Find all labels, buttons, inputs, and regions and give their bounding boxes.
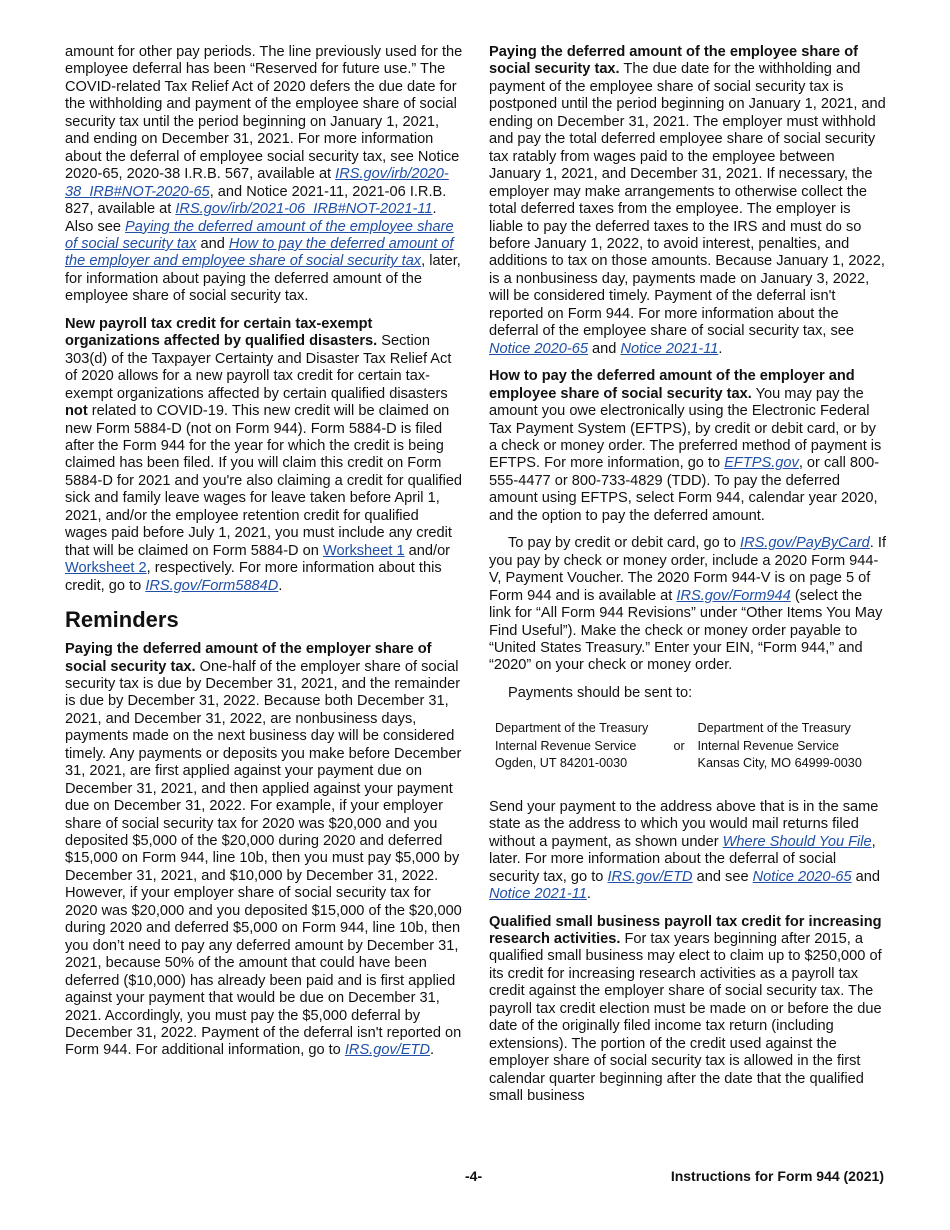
send-payment-paragraph [489,799,887,904]
employer-share-paragraph [65,641,463,1060]
link-form-5884d[interactable]: IRS.gov/Form5884D [145,577,279,594]
address-left-line-1: Department of the Treasury [495,721,649,736]
payments-sent-to: Payments should be sent to: [508,684,693,701]
link-notice-2020-65-b[interactable]: Notice 2020-65 [752,868,852,885]
link-notice-2020-65[interactable]: Notice 2020-65 [489,340,588,357]
how-to-pay-paragraph [489,368,887,525]
text: One-half of the employer share of social security tax is due by December 31, 2021, and the remainder is due by December 31, 2022. Because both December 31, 2021, and December 31, 2022, are nonbusiness days, payments made on the next business day will be considered timely. Any payments or deposits you make before December 31, 2021, are first applied against your payment due on December 31, 2021, and then applied against your payment due on December 31, 2022. For example, if your employer share of social security tax for 2020 was $20,000 and you deposited $5,000 of the $20,000 during 2020 and deferred $15,000 on Form 944, line 10b, then you must pay $5,000 by December 31, 2021, and $10,000 by December 31, 2022. However, if your employer share of social security tax for 2020 was $20,000 and you deposited $15,000 of the $20,000 during 2020 and deferred $5,000 on Form 944, line 10b, then you don’t need to pay any deferred amount by December 31, 2021, because 50% of the amount that could have been deferred ($10,000) has already been paid and is first applied against your payment that would be due on December 31, 2021. Accordingly, you must pay the $5,000 deferral by December 31, 2022. Payment of the deferral isn't reported on Form 944. For additional information, go to [65,658,462,1059]
text: , later, for information about paying the deferred amount of the employee share of social security tax. [65,253,461,305]
text: You may pay the amount you owe electronically using the Electronic Federal Tax Payment System (EFTPS), by credit or debit card, or by a check or money order. The preferred method of payment is EFTPS. For more information, go to [489,385,882,472]
text: . Also see [65,201,437,235]
emphasis: not [65,403,88,420]
text: amount for other pay periods. The line previously used for the employee deferral has been “Reserved for future use.” The COVID-related Tax Relief Act of 2020 defers the due date for the withholding and payment of the employee share of social security tax until the period beginning on January 1, 2021, and ending on December 31, 2021. For more information about the deferral of employee social security tax, see Notice 2020-65, 2020-38 I.R.B. 567, available at [65,44,463,183]
right-column [489,44,887,1106]
link-worksheet-1[interactable]: Worksheet 1 [322,542,405,559]
document-title: Instructions for Form 944 (2021) [670,1168,884,1184]
text: related to COVID-19. This new credit will be claimed on new Form 5884-D (not on Form 944). Form 5884-D is filed after the Form 944 for the year for which the credit is being claimed has been filed. If you will claim this credit on Form 5884-D for 2021 and you're also claiming a credit for qualified sick and family leave wages for leave taken before April 1, 2021, and/or the employee retention credit for qualified wages paid before July 1, 2021, you must include any credit that will be claimed on Form 5884-D on [65,403,463,559]
paragraph-heading: How to pay the deferred amount of the employer and employee share of social security tax. [489,368,855,402]
text: . [718,340,723,357]
address-left-line-2: Internal Revenue Service [495,738,637,753]
text: , and Notice 2021-11, 2021-06 I.R.B. 827, available at [65,183,447,218]
link-worksheet-2[interactable]: Worksheet 2 [65,560,147,577]
text: , respectively. For more information about this credit, go to [65,560,442,594]
paragraph-heading: Paying the deferred amount of the employee share of social security tax. [489,44,858,78]
text: , later. For more information about the deferral of social security tax, go to [489,833,876,885]
text: The due date for the withholding and payment of the employee share of social security tax is postponed until the period beginning on January 1, 2021, and ending on December 31, 2021. The employer must withhold and pay the total deferred employee share of social security tax ratably from wages paid to the employee between January 1, 2021, and December 31, 2021. If necessary, the employer may make arrangements to otherwise collect the total deferred taxes from the employee. The employer is liable to pay the deferred taxes to the IRS and must do so before January 1, 2022, to avoid interest, penalties, and additions to tax on those amounts. Because January 1, 2022, is a nonbusiness day, payments made on January 3, 2022, will be considered timely. Payment of the deferral isn't reported on Form 944. For more information about the deferral of the employee share of social security tax, see [489,61,886,340]
text: , or call 800-555-4477 or 800-733-4829 (TDD). To pay the deferred amount using EFTPS, select Form 944, calendar year 2020, and the option to pay the deferred amount. [489,455,880,524]
text: (select the link for “All Form 944 Revisions” under “Other Items You May Find Useful”). Make the check or money order payable to “United States Treasury.” Enter your EIN, “Form 944,” and “2020” on your check or money order. [489,587,883,674]
paragraph-heading: Qualified small business payroll tax credit for increasing research activities. [489,913,882,947]
intro-paragraph [65,44,463,306]
text: and see [692,868,753,885]
text: Send your payment to the address above that is in the same state as the address to which you would mail returns filed without a payment, as shown under [489,798,879,850]
link-irs-etd-right[interactable]: IRS.gov/ETD [607,868,693,885]
text: For tax years beginning after 2015, a qualified small business may elect to claim up to $250,000 of its credit for increasing research activities as a payroll tax credit against the employer share of social security tax. The payroll tax credit election must be made on or before the due date of the originally filed income tax return (including extensions). The portion of the credit used against the employer share of social security tax is allowed in the first calendar quarter beginning after the date that the qualified small business [489,930,882,1105]
link-irs-etd[interactable]: IRS.gov/ETD [344,1042,431,1059]
page-number: -4- [465,1168,483,1184]
card-payment-paragraph [489,535,887,675]
text: and [851,868,881,885]
text: Section 303(d) of the Taxpayer Certainty and Disaster Tax Relief Act of 2020 allows for a new payroll tax credit for certain tax-exempt organizations affected by certain qualified disasters [65,333,452,402]
paragraph-heading: Paying the deferred amount of the employer share of social security tax. [65,641,432,675]
text: . [430,1042,435,1059]
link-eftps[interactable]: EFTPS.gov [724,455,799,472]
text: and [196,235,229,252]
link-pay-by-card[interactable]: IRS.gov/PayByCard [740,535,870,552]
link-notice-2021-11-b[interactable]: Notice 2021-11 [489,886,587,903]
paragraph-heading: New payroll tax credit for certain tax-exempt organizations affected by qualified disasters. [65,315,378,350]
text: To pay by credit or debit card, go to [508,535,741,552]
section-heading-reminders: Reminders [65,607,179,633]
text: and/or [404,542,451,559]
text: . [586,886,591,903]
left-column [65,44,463,1060]
link-form-944[interactable]: IRS.gov/Form944 [676,587,791,604]
address-table [489,720,881,773]
employee-share-paragraph [489,44,887,358]
link-where-should-you-file[interactable]: Where Should You File [722,833,872,850]
link-notice-2020-65-irb[interactable]: IRS.gov/irb/2020-38_IRB#NOT-2020-65 [65,166,449,200]
text: and [587,340,621,357]
research-credit-paragraph [489,914,887,1106]
address-or: or [673,738,685,753]
link-paying-employee-share[interactable]: Paying the deferred amount of the employee share of social security tax [65,218,454,252]
link-notice-2021-11-irb[interactable]: IRS.gov/irb/2021-06_IRB#NOT-2021-11 [175,201,433,218]
address-right-line-2: Internal Revenue Service [697,738,839,753]
link-notice-2021-11[interactable]: Notice 2021-11 [620,340,719,357]
text: . [278,577,283,594]
address-right-line-1: Department of the Treasury [697,721,851,736]
address-right-line-3: Kansas City, MO 64999-0030 [697,756,862,771]
disaster-credit-paragraph [65,316,463,595]
text: . If you pay by check or money order, include a 2020 Form 944-V, Payment Voucher. The 2020 Form 944-V is on page 5 of Form 944 and is available at [489,535,887,604]
link-how-to-pay-deferred[interactable]: How to pay the deferred amount of the employer and employee share of social security tax [65,235,454,270]
address-left-line-3: Ogden, UT 84201-0030 [495,756,628,771]
